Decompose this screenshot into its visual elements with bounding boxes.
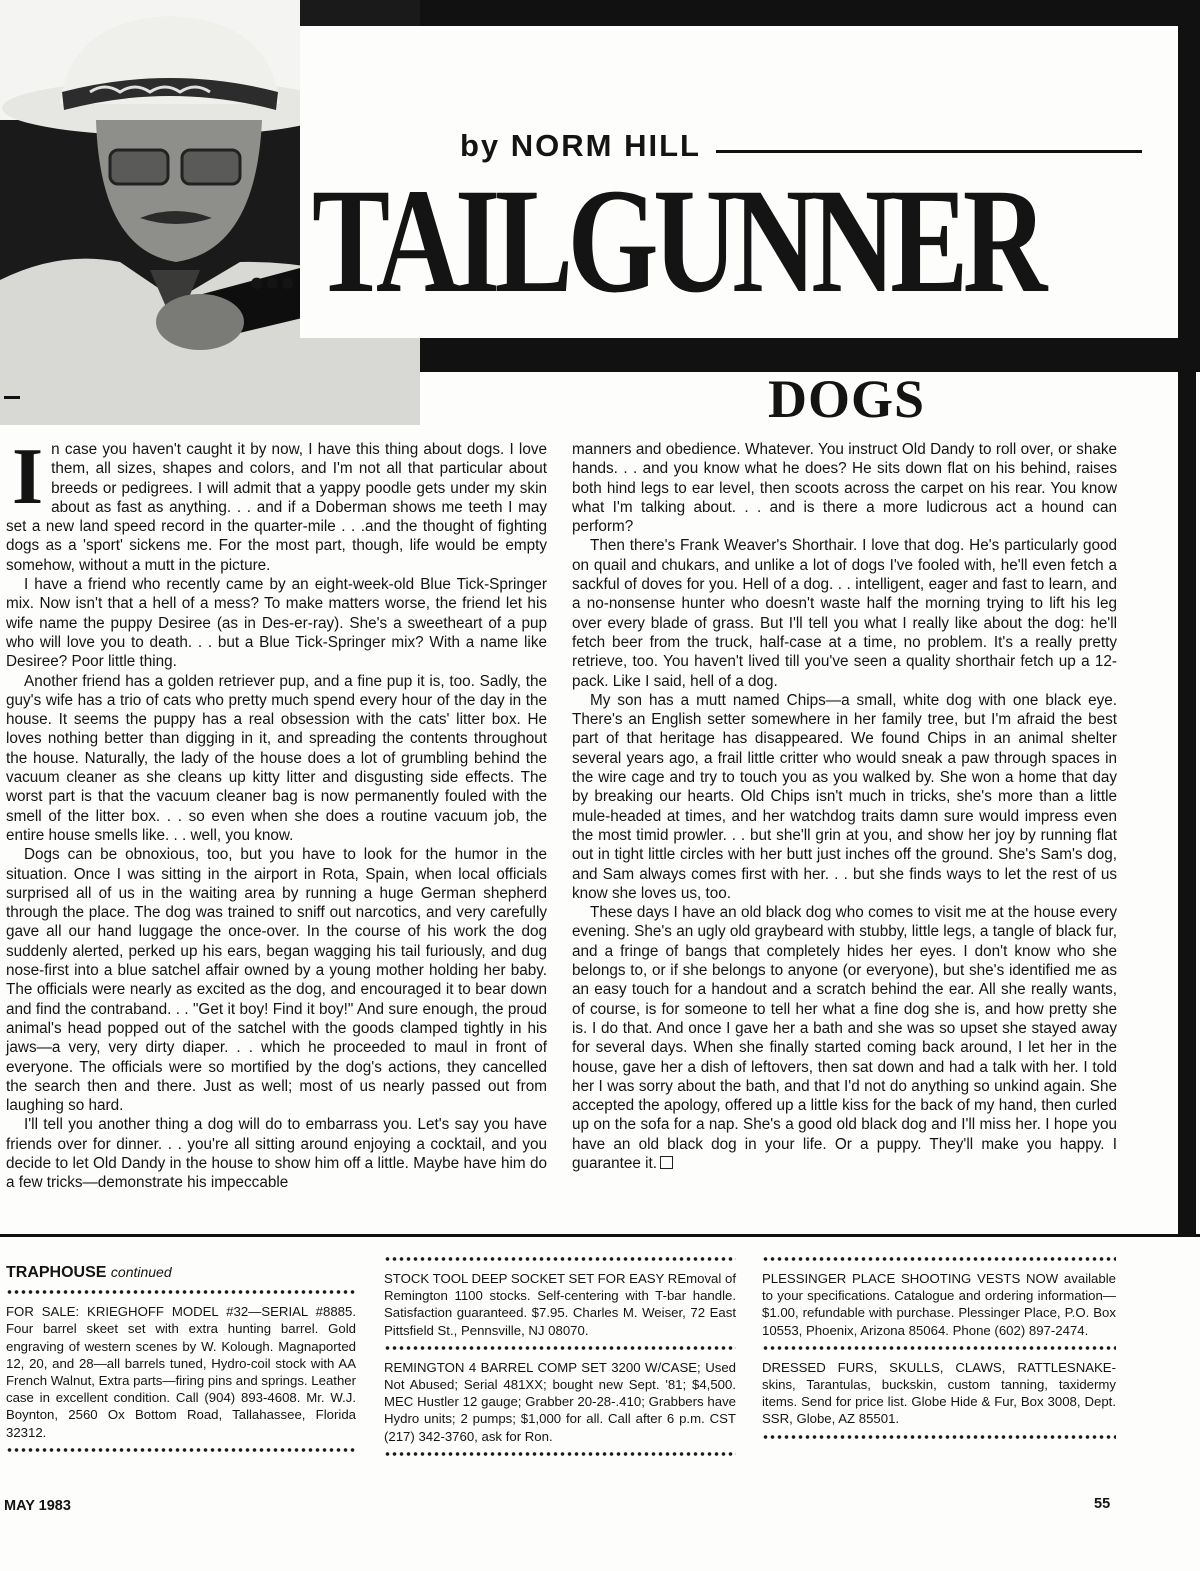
drop-cap: I [12, 433, 44, 521]
article-paragraph: I have a friend who recently came by an eight-week-old Blue Tick-Springer mix. Now isn't that a hell of a mess? To make matters worse, the friend let his wife name the puppy Desiree (as in Des-er-ray). She's a sweetheart of a pup who will love you to death. . . but a Blue Tick-Springer mix? With a name like Desiree? Poor little thing. [6, 576, 547, 671]
article-paragraph: Dogs can be obnoxious, too, but you have to look for the humor in the situation. Once I was sitting in the airport in Rota, Spain, when local officials surprised all of us in the waiting area by running a huge German shepherd through the place. The dog was trained to sniff out narcotics, and very carefully gave all our hand luggage the once-over. In the course of his work the dog suddenly alerted, perked up his ears, began wagging his tail furiously, and dug nose-first into a blue satchel affair owned by a young mother holding her baby. The officials were nearly as excited as the dog, and encouraged it to bear down and find the contraband. . . "Get it boy! Find it boy!" And sure enough, the proud animal's head popped out of the satchel with the goods clamped tightly in his jaws—a very, very dirty diaper. . . which he proceeded to maul in front of everyone. The officials were so mortified by the dog's actions, they cancelled the search then and there. Just as well; most of us nearly passed out from laughing so hard. [6, 846, 547, 1115]
article-bottom-rule [0, 1234, 1200, 1237]
article-paragraph: I'll tell you another thing a dog will do to embarrass you. Let's say you have friends over for dinner. . . you're all sitting around enjoying a cocktail, and you decide to let Old Dandy in the house to show him off a little. Maybe have him do a few tricks—demonstrate his impeccable [6, 1116, 547, 1192]
byline-rule [716, 150, 1142, 153]
article-paragraph: manners and obedience. Whatever. You instruct Old Dandy to roll over, or shake hands. . . and you know what he does? He sits down flat on his behind, raises both hind legs to ear level, then scoots across the carpet on his rear. You know what I'm talking about. . . and is there a more ludicrous act a hound can perform? [572, 441, 1117, 536]
article-paragraph: In case you haven't caught it by now, I have this thing about dogs. I love them, all sizes, shapes and colors, and I'm not all that particular about breeds or pedigrees. I will admit that a yappy poodle gets under my skin about as fast as anything. . . and if a Doberman shows me teeth I may set a new land speed record in the quarter-mile . . .and the thought of fighting dogs as a 'sport' sickens me. For the most part, though, life would be empty somehow, without a mutt in the picture. [6, 433, 547, 574]
classifieds-heading-note: continued [110, 1264, 172, 1280]
dotted-divider [6, 1287, 356, 1297]
dotted-divider [6, 1445, 356, 1455]
article-column-left [6, 433, 547, 1193]
classifieds-column-right [762, 1250, 1116, 1448]
article-column-right [572, 440, 1117, 1173]
dotted-divider [384, 1449, 736, 1459]
classifieds-heading: TRAPHOUSE continued [6, 1264, 172, 1281]
classifieds-column-left [6, 1250, 356, 1461]
issue-date: MAY 1983 [4, 1498, 71, 1514]
dotted-divider [762, 1343, 1116, 1353]
article-body [0, 433, 1200, 1236]
classified-ad: FOR SALE: KRIEGHOFF MODEL #32—SERIAL #8885. Four barrel skeet set with extra hunting barrel. Gold engraving of western scenes by W. Kolough. Magnaported 12, 20, and 28—all barrels tuned, Hydro-coil stock with AA French Walnut, Extra parts—firing pins and springs. Leather case in excellent condition. Call (904) 893-4608. Mr. W.J. Boynton, 2560 Ox Bottom Road, Tallahassee, Florida 32312. [6, 1304, 356, 1440]
dotted-divider [384, 1343, 736, 1353]
section-heading: DOGS [768, 369, 926, 429]
classified-ad: PLESSINGER PLACE SHOOTING VESTS NOW available to your specifications. Catalogue and ordering information—$1.00, refundable with purchase. Plessinger Place, P.O. Box 10553, Phoenix, Arizona 85064. Phone (602) 897-2474. [762, 1271, 1116, 1338]
page-number: 55 [1094, 1496, 1111, 1512]
article-paragraph: Then there's Frank Weaver's Shorthair. I love that dog. He's particularly good on quail and chukars, and unlike a lot of dogs I've fooled with, he'll even fetch a sackful of doves for you. Hell of a dog. . . intelligent, eager and fast to learn, and a no-nonsense hunter who doesn't waste half the morning trying to lift his leg over every blade of grass. But I'll tell you what I really like about the dog: he'll fetch beer from the truck, half-case at a time, no problem. It's a really pretty retrieve, too. You haven't lived till you've seen a quality shorthair fetch up a 12-pack. Like I said, hell of a dog. [572, 537, 1117, 690]
classified-ad: DRESSED FURS, SKULLS, CLAWS, RATTLESNAKE-skins, Tarantulas, buckskin, custom tanning, taxidermy items. Send for price list. Globe Hide & Fur, Box 3008, Dept. SSR, Globe, AZ 85501. [762, 1359, 1116, 1427]
margin-dash [4, 396, 20, 399]
dotted-divider [762, 1432, 1116, 1442]
classifieds-column-middle [384, 1250, 736, 1465]
article-title: TAILGUNNER [312, 158, 1042, 324]
classified-ad: STOCK TOOL DEEP SOCKET SET FOR EASY REmoval of Remington 1100 stocks. Self-centering with T-bar handle. Satisfaction guaranteed. $7.95. Charles M. Weiser, 72 East Pittsfield St., Pennsville, NJ 08070. [384, 1271, 736, 1338]
title-ellipsis: ... [248, 227, 295, 304]
classifieds-section [0, 1250, 1200, 1490]
article-paragraph: These days I have an old black dog who comes to visit me at the house every evening. She's an ugly old graybeard with stubby, little legs, a tangle of black fur, and a fringe of bangs that completely hides her eyes. I don't know who she belongs to, or if she belongs to anyone (or everyone), but she's identified me as an easy touch for a handout and a scratch behind the ear. All she really wants, of course, is for someone to tell her what a fine dog she is, and how pretty she is. I do that. And once I gave her a bath and she was so upset she stayed away for several days. When she finally started coming back around, I let her in the house, gave her a dish of leftovers, then sat down and had a talk with her. I told her I was sorry about the bath, and that I'd not do anything so unkind again. She accepted the apology, offered up a little kiss for the back of my hand, then curled up on the sofa for a nap. She's a good old black dog and I'll miss her. I hope you have an old black dog in your life. Or a puppy. They'll make you happy. I guarantee it. [572, 904, 1117, 1172]
dotted-divider [384, 1254, 736, 1264]
article-paragraph: Another friend has a golden retriever pup, and a fine pup it is, too. Sadly, the guy's wife has a trio of cats who pretty much spend every hour of the day in the house. It seems the puppy has a real obsession with the cats' litter box. He loves nothing better than digging in it, and spreading the contents throughout the house. Naturally, the lady of the house does a lot of grumbling behind the vacuum cleaner as she cleans up kitty litter and disgusting side effects. The worst part is that the vacuum cleaner bag is now permanently fouled with the smell of the litter box. . . so even when she does a routine vacuum job, the entire house smells like. . . well, you know. [6, 672, 547, 844]
article-header [0, 0, 1200, 429]
byline: by NORM HILL [460, 128, 701, 163]
dotted-divider [762, 1254, 1116, 1264]
article-paragraph: My son has a mutt named Chips—a small, white dog with one black eye. There's an English setter somewhere in her family tree, but I'm afraid the best part of that heritage has disappeared. We found Chips in an animal shelter several years ago, a frail little critter who would sneak a paw through spaces in the wire cage and try to touch you as you walked by. She won a home that day by breaking our hearts. Old Chips isn't much in tricks, she's more than a little mule-headed at times, and her watchdog traits damn sure would impress even the most timid prowler. . . but she'll grin at you, and show her joy by running flat out in tight little circles with her butt just inches off the ground. She's Sam's dog, and Sam always comes first with her. . . but she finds ways to let the rest of us know she loves us, too. [572, 691, 1117, 902]
end-mark-icon [660, 1156, 673, 1169]
classified-ad: REMINGTON 4 BARREL COMP SET 3200 W/CASE; Used Not Abused; Serial 481XX; bought new Sept. '81; $4,500. MEC Hustler 12 gauge; Grabber 20-28-.410; Grabbers have Hydro units; 2 pumps; $1,000 for all. Call after 6 p.m. CST (217) 342-3760, ask for Ron. [384, 1359, 736, 1444]
